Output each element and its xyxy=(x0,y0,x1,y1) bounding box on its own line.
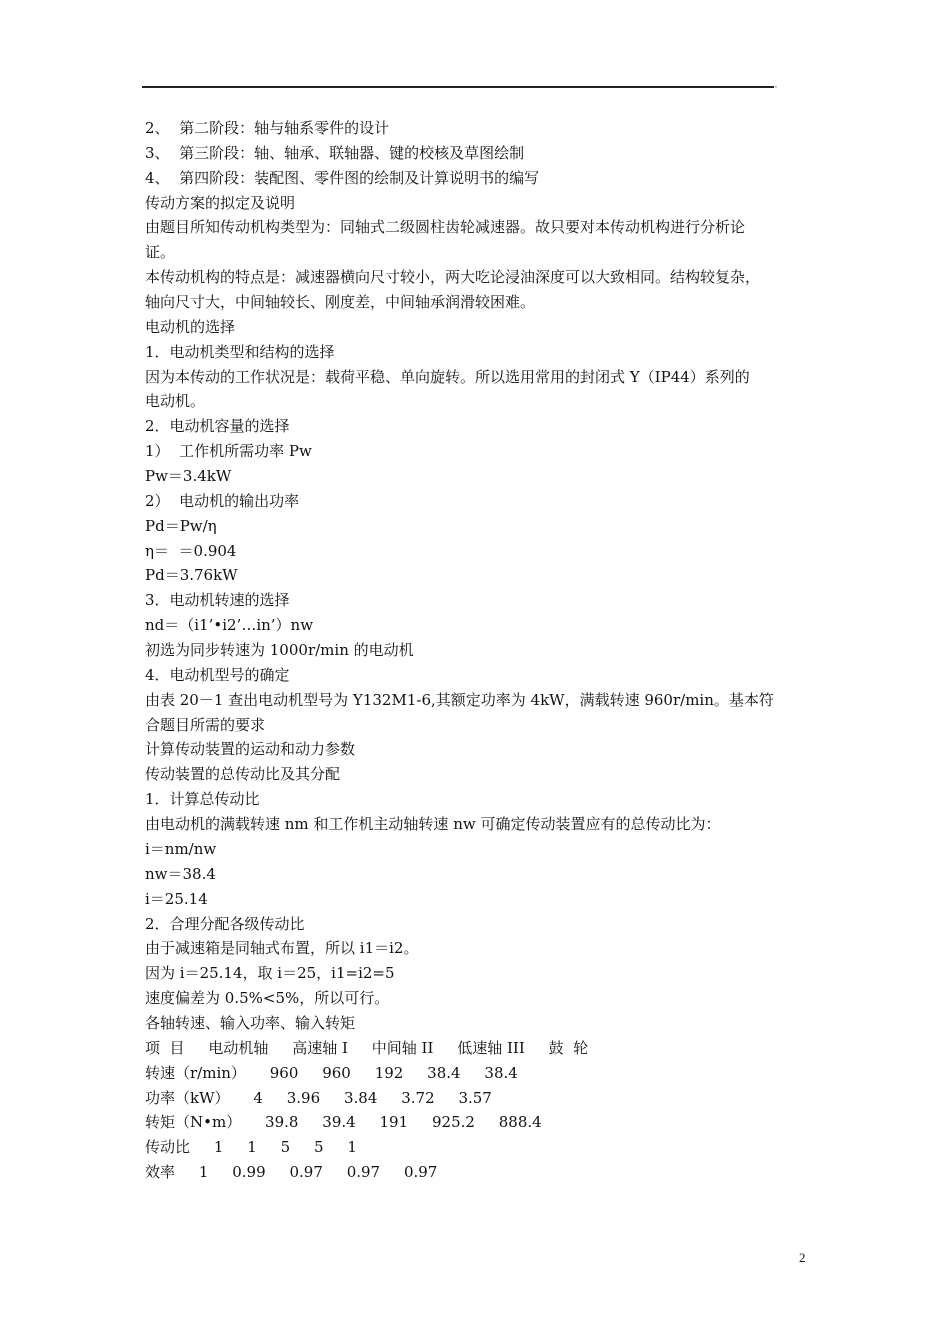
text-line: 4、 第四阶段：装配图、零件图的绘制及计算说明书的编写 xyxy=(145,168,540,187)
text-line: Pd＝Pw/η xyxy=(145,516,217,535)
text-line: 3、 第三阶段：轴、轴承、联轴器、键的校核及草图绘制 xyxy=(145,143,525,162)
text-line: 由于减速箱是同轴式布置，所以 i1＝i2。 xyxy=(145,939,419,958)
text-line: nd＝（i1’•i2’…in’）nw xyxy=(145,616,314,635)
text-line: 功率（kW） 4 3.96 3.84 3.72 3.57 xyxy=(145,1088,492,1107)
text-line: 计算传动装置的运动和动力参数 xyxy=(145,740,356,759)
text-line: nw＝38.4 xyxy=(145,864,216,883)
text-line: 由电动机的满载转速 nm 和工作机主动轴转速 nw 可确定传动装置应有的总传动比为： xyxy=(145,815,721,834)
text-line: 因为 i＝25.14，取 i＝25，i1=i2=5 xyxy=(145,964,395,983)
text-line: 1．计算总传动比 xyxy=(145,790,260,809)
text-line: 电动机的选择 xyxy=(145,317,236,336)
text-line: 2．合理分配各级传动比 xyxy=(145,914,305,933)
text-line: 速度偏差为 0.5%<5%，所以可行。 xyxy=(145,989,390,1008)
text-line: 4．电动机型号的确定 xyxy=(145,665,290,684)
text-line: 证。 xyxy=(145,243,176,262)
text-line: 项 目 电动机轴 高速轴 I 中间轴 II 低速轴 III 鼓 轮 xyxy=(145,1038,589,1057)
text-line: 因为本传动的工作状况是：载荷平稳、单向旋转。所以选用常用的封闭式 Y（IP44）系列的 xyxy=(145,367,750,386)
page-number: 2 xyxy=(799,1250,806,1265)
text-line: 初选为同步转速为 1000r/min 的电动机 xyxy=(145,641,414,660)
text-line: i＝25.14 xyxy=(145,889,208,908)
text-line: 效率 1 0.99 0.97 0.97 0.97 xyxy=(145,1163,438,1182)
text-line: 由题目所知传动机构类型为：同轴式二级圆柱齿轮减速器。故只要对本传动机构进行分析论 xyxy=(145,218,746,237)
text-line: 传动方案的拟定及说明 xyxy=(145,193,296,212)
text-line: 合题目所需的要求 xyxy=(145,715,266,734)
text-line: 电动机。 xyxy=(145,392,206,411)
text-line: 2、 第二阶段：轴与轴系零件的设计 xyxy=(145,119,390,137)
text-line: 2） 电动机的输出功率 xyxy=(145,491,300,510)
text-line: 转矩（N•m） 39.8 39.4 191 925.2 888.4 xyxy=(145,1113,542,1132)
text-line: 轴向尺寸大，中间轴较长、刚度差，中间轴承润滑较困难。 xyxy=(145,293,536,312)
text-line: 由表 20－1 查出电动机型号为 Y132M1-6,其额定功率为 4kW，满载转速 960r/min。基本符 xyxy=(145,690,774,709)
text-line: 3．电动机转速的选择 xyxy=(145,591,290,610)
text-line: 传动装置的总传动比及其分配 xyxy=(145,765,341,784)
text-line: η＝ ＝0.904 xyxy=(145,541,237,560)
text-line: 1） 工作机所需功率 Pw xyxy=(145,442,312,461)
text-line: Pd＝3.76kW xyxy=(145,566,238,585)
text-line: 1．电动机类型和结构的选择 xyxy=(145,342,335,361)
text-line: 2．电动机容量的选择 xyxy=(145,417,290,436)
text-line: 各轴转速、输入功率、输入转矩 xyxy=(145,1013,356,1032)
text-line: Pw＝3.4kW xyxy=(145,467,232,486)
text-line: 转速（r/min） 960 960 192 38.4 38.4 xyxy=(145,1063,518,1082)
text-line: 本传动机构的特点是：减速器横向尺寸较小，两大吃论浸油深度可以大致相同。结构较复杂， xyxy=(145,268,761,287)
text-line: 传动比 1 1 5 5 1 xyxy=(145,1138,357,1157)
header-rule xyxy=(142,86,774,88)
text-line: i＝nm/nw xyxy=(145,839,217,858)
document-body xyxy=(145,116,810,1185)
header-mark: , xyxy=(775,80,777,89)
